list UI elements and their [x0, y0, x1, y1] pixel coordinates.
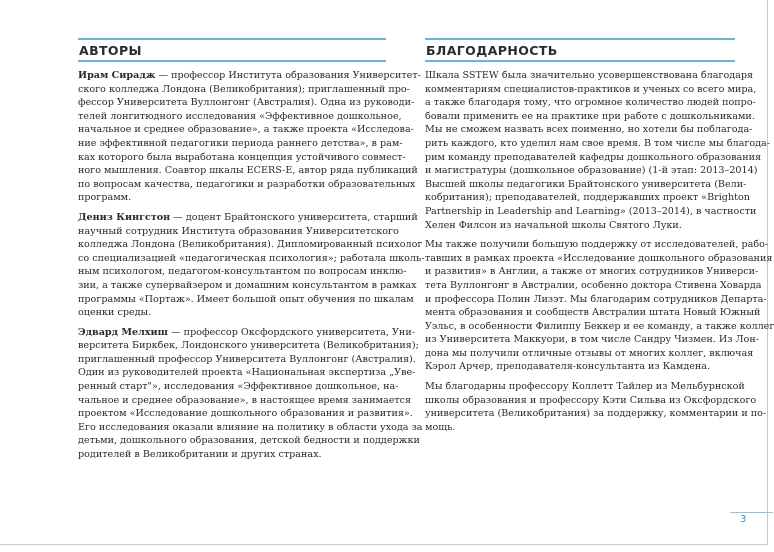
text-line: телей лонгитюдного исследования «Эффективное дошкольное,: [78, 110, 402, 122]
text-line: и магистратуры (дошкольное образование) (1-й этап: 2013–2014): [425, 165, 758, 177]
text-line: [78, 69, 421, 83]
text-line: Мы благодарны профессору Коллетт Тайлер из Мельбурнской: [425, 381, 745, 393]
page-number-rule: [730, 512, 773, 513]
text-line: колледжа Лондона (Великобритания). Дипломированный психолог: [78, 239, 423, 251]
text-line: кобритания); преподавателей, поддержавших проект «Brighton: [425, 192, 750, 204]
authors-heading: АВТОРЫ: [79, 43, 142, 58]
text-line: Хелен Филсон из начальной школы Святого Луки.: [425, 219, 682, 231]
author-name: Дениз Кингстон: [78, 211, 171, 223]
author-bio: [78, 326, 423, 462]
author-bio: [78, 69, 421, 205]
text-line: Partnership in Leadership and Learning» (2013–2014), в частности: [425, 205, 757, 217]
text-line: рим команду преподавателей кафедры дошкольного образования: [425, 151, 762, 163]
text-line: начальное и среднее образование», а также проекта «Исследова-: [78, 124, 414, 136]
text-line: ского колледжа Лондона (Великобритания); приглашенный про-: [78, 83, 410, 95]
text-line: рить каждого, кто уделил нам свое время. В том числе мы благода-: [425, 137, 771, 149]
text-line: комментариям специалистов-практиков и ученых со всего мира,: [425, 83, 757, 95]
text-line: Мы также получили большую поддержку от исследователей, рабо-: [425, 239, 769, 251]
text-fragment: — доцент Брайтонского университета, старший: [170, 211, 418, 223]
text-line: Его исследования оказали влияние на политику в области ухода за: [78, 421, 423, 433]
text-line: бовали применить ее на практике при работе с дошкольниками.: [425, 110, 755, 122]
text-line: а также благодаря тому, что огромное количество людей попро-: [425, 97, 756, 109]
authors-body: [78, 69, 425, 462]
text-line: ках которого была выработана концепция устойчивого совмест-: [78, 151, 406, 163]
author-name: Ирам Сирадж: [78, 70, 156, 81]
text-line: Кэрол Арчер, преподавателя-консультанта из Камдена.: [425, 361, 711, 373]
text-line: Один из руководителей проекта «Национальная экспертиза „Уве-: [78, 367, 416, 379]
text-line: ренный старт"», исследования «Эффективное дошкольное, на-: [78, 381, 399, 393]
text-line: оценки среды.: [78, 307, 152, 319]
acknowledgements-body: [425, 69, 774, 434]
text-line: ние эффективной педагогики периода раннего детства», в рам-: [78, 137, 403, 149]
text-line: школы образования и профессору Кэти Сильва из Оксфордского: [425, 394, 757, 406]
text-line: Мы не сможем назвать всех поименно, но хотели бы поблагода-: [425, 124, 753, 136]
text-line: ного мышления. Соавтор шкалы ECERS-E, автор ряда публикаций: [78, 165, 418, 177]
text-line: мощь.: [425, 421, 456, 433]
text-line: программ.: [78, 192, 132, 204]
text-line: программы «Портаж». Имеет большой опыт обучения по шкалам: [78, 293, 414, 305]
text-line: из Университета Маккуори, в том числе Сандру Чизмен. Из Лон-: [425, 334, 759, 346]
text-line: и профессора Полин Лизэт. Мы благодарим сотрудников Департа-: [425, 293, 767, 305]
text-line: приглашенный профессор Университета Вуллонгонг (Австралия).: [78, 353, 416, 365]
acknowledgements-heading-bar: [425, 38, 735, 62]
text-line: Уэльс, в особенности Филиппу Беккер и ее команду, а также коллег: [425, 320, 774, 332]
text-line: со специализацией «педагогическая психология»; работала школь-: [78, 252, 425, 264]
text-line: фессор Университета Вуллонгонг (Австралия). Одна из руководи-: [78, 97, 415, 109]
acknowledgement-paragraph: [425, 380, 767, 434]
text-line: [78, 211, 418, 225]
acknowledgements-column: [425, 38, 774, 440]
authors-heading-bar: [78, 38, 386, 62]
text-line: и развития» в Англии, а также от многих сотрудников Универси-: [425, 266, 759, 278]
text-fragment: — профессор Института образования Университет-: [155, 70, 421, 81]
text-line: научный сотрудник Института образования Университетского: [78, 225, 399, 237]
text-line: ным психологом, педагогом-консультантом по вопросам инклю-: [78, 266, 407, 278]
acknowledgements-heading: БЛАГОДАРНОСТЬ: [426, 43, 558, 58]
text-line: родителей в Великобритании и других странах.: [78, 449, 322, 461]
text-line: [78, 326, 415, 340]
text-line: мента образования и сообществ Австралии штата Новый Южный: [425, 307, 761, 319]
acknowledgement-paragraph: [425, 238, 774, 374]
page-number: 3: [740, 514, 747, 525]
author-bio: [78, 211, 425, 320]
text-line: детьми, дошкольного образования, детской бедности и поддержки: [78, 435, 420, 447]
text-line: Шкала SSTEW была значительно усовершенствована благодаря: [425, 70, 754, 81]
text-line: тета Вуллонгонг в Австралии, особенно доктора Стивена Ховарда: [425, 279, 762, 291]
text-line: зии, а также супервайзером и домашним консультантом в рамках: [78, 279, 417, 291]
author-name: Эдвард Мелхиш: [78, 326, 168, 338]
text-line: дона мы получили отличные отзывы от многих коллег, включая: [425, 347, 754, 359]
text-line: верситета Биркбек, Лондонского университета (Великобритания);: [78, 340, 419, 352]
text-line: по вопросам качества, педагогики и разработки образовательных: [78, 178, 416, 190]
text-line: проектом «Исследование дошкольного образования и развития».: [78, 408, 413, 420]
acknowledgement-paragraph: [425, 69, 771, 232]
text-line: университета (Великобритания) за поддержку, комментарии и по-: [425, 408, 767, 420]
authors-column: [78, 38, 425, 468]
text-line: чальное и среднее образование», в настоящее время занимается: [78, 394, 412, 406]
text-fragment: — профессор Оксфордского университета, Уни-: [167, 326, 415, 338]
text-line: тавших в рамках проекта «Исследование дошкольного образования: [425, 252, 773, 264]
text-line: Высшей школы педагогики Брайтонского университета (Вели-: [425, 178, 747, 190]
